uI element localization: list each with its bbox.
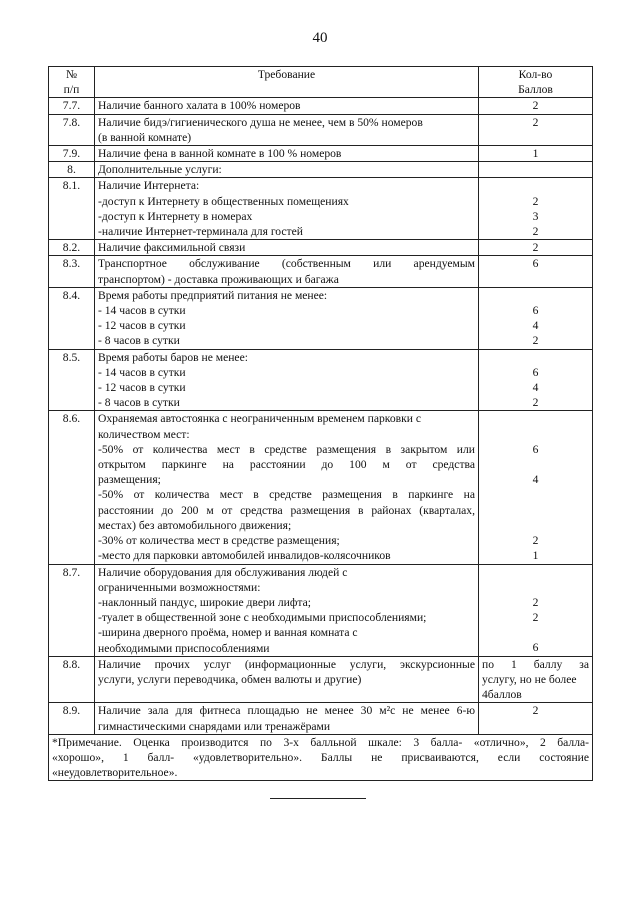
points-value	[482, 457, 589, 472]
points-value	[482, 719, 589, 734]
requirement-line: -место для парковки автомобилей инвалидов-колясочников	[98, 549, 391, 563]
points-value: 4	[532, 319, 539, 333]
points-value	[482, 427, 589, 442]
footer-rule	[270, 798, 366, 799]
points-value: 2	[532, 99, 539, 113]
points-value	[482, 178, 589, 193]
points-value	[482, 162, 589, 177]
row-points	[479, 178, 593, 240]
row-requirement	[95, 564, 479, 656]
points-value	[482, 288, 589, 303]
requirement-line: Наличие прочих услуг (информационные услуги, экскурсионные	[98, 657, 475, 671]
requirement-line: -доступ к Интернету в номерах	[98, 209, 253, 223]
points-text-line: 4баллов	[482, 688, 522, 702]
points-value: 4	[532, 381, 539, 395]
table-row	[49, 178, 593, 240]
note-cell	[49, 734, 593, 781]
header-number-line: №	[65, 68, 78, 81]
row-number: 7.8.	[49, 114, 95, 145]
points-value: 2	[532, 704, 539, 718]
requirement-line: - 8 часов в сутки	[98, 334, 180, 348]
requirement-line: -30% от количества мест в средстве размещения;	[98, 534, 340, 548]
points-value: 1	[532, 549, 539, 563]
header-points	[479, 67, 593, 98]
requirement-line: -доступ к Интернету в общественных помещениях	[98, 194, 349, 208]
requirement-line: транспортом) - доставка проживающих и багажа	[98, 272, 339, 286]
table-row	[49, 287, 593, 349]
note-line: «неудовлетворительное».	[52, 766, 178, 780]
requirements-table	[48, 66, 593, 781]
page-number: 40	[312, 30, 328, 46]
row-points	[479, 564, 593, 656]
requirement-line: расстоянии до 200 м от средства размещения в районах (кварталах,	[98, 503, 475, 517]
requirement-line: ограниченными возможностями:	[98, 580, 261, 594]
points-value: 2	[532, 194, 539, 208]
points-value: 2	[532, 334, 539, 348]
requirement-line: -наклонный пандус, широкие двери лифта;	[98, 595, 311, 609]
row-number: 8.6.	[49, 411, 95, 564]
requirement-line: (в ванной комнате)	[98, 130, 192, 144]
points-text-line: по 1 баллу за	[482, 657, 589, 671]
requirement-line: количеством мест:	[98, 427, 190, 441]
row-requirement	[95, 656, 479, 703]
points-value: 2	[532, 611, 539, 625]
requirement-line: открытом паркинге на расстоянии до 100 м от средства	[98, 458, 475, 472]
points-value	[482, 411, 589, 426]
header-points-line: Кол-во	[518, 68, 553, 81]
header-requirement-label: Требование	[257, 68, 316, 81]
requirement-line: размещения;	[98, 473, 161, 487]
points-value	[482, 565, 589, 580]
row-requirement	[95, 240, 479, 256]
points-value	[482, 350, 589, 365]
row-requirement	[95, 162, 479, 178]
requirement-line: Наличие фена в ванной комнате в 100 % номеров	[98, 147, 342, 161]
requirement-line: - 12 часов в сутки	[98, 381, 186, 395]
requirement-line: Наличие факсимильной связи	[98, 241, 246, 255]
requirement-line: - 14 часов в сутки	[98, 304, 186, 318]
requirement-line: Транспортное обслуживание (собственным или арендуемым	[98, 257, 475, 271]
table-row	[49, 240, 593, 256]
row-requirement	[95, 411, 479, 564]
points-value	[482, 487, 589, 502]
header-number-line: п/п	[63, 83, 80, 97]
row-requirement	[95, 349, 479, 411]
requirement-line: гимнастическими снарядами или тренажёрами	[98, 719, 331, 733]
requirement-line: - 12 часов в сутки	[98, 319, 186, 333]
row-number: 8.	[49, 162, 95, 178]
table-row	[49, 114, 593, 145]
points-value: 6	[532, 365, 539, 379]
row-points	[479, 162, 593, 178]
requirement-line: -50% от количества мест в средстве размещения в паркинге на	[98, 488, 475, 502]
row-requirement	[95, 287, 479, 349]
points-value: 2	[532, 115, 539, 129]
row-points	[479, 240, 593, 256]
points-value: 6	[532, 257, 539, 271]
table-header-row	[49, 67, 593, 98]
row-number: 8.8.	[49, 656, 95, 703]
requirement-line: -50% от количества мест в средстве размещения в закрытом или	[98, 442, 475, 456]
header-requirement	[95, 67, 479, 98]
requirement-line: - 14 часов в сутки	[98, 365, 186, 379]
row-requirement	[95, 178, 479, 240]
points-value: 2	[532, 534, 539, 547]
requirement-line: - 8 часов в сутки	[98, 396, 180, 410]
row-number: 8.5.	[49, 349, 95, 411]
points-value: 3	[532, 209, 539, 223]
requirement-line: -наличие Интернет-терминала для гостей	[98, 225, 303, 239]
table-row	[49, 162, 593, 178]
requirement-line: -туалет в общественной зоне с необходимыми приспособлениями;	[98, 611, 427, 625]
table-row	[49, 411, 593, 564]
row-points	[479, 256, 593, 287]
row-number: 8.9.	[49, 703, 95, 734]
requirement-line: Наличие оборудования для обслуживания людей с	[98, 565, 348, 579]
row-number: 8.1.	[49, 178, 95, 240]
requirement-line: Наличие бидэ/гигиенического душа не менее, чем в 50% номеров	[98, 115, 423, 129]
requirement-line: необходимыми приспособлениями	[98, 641, 270, 655]
row-number: 8.7.	[49, 564, 95, 656]
points-value: 2	[532, 225, 539, 239]
row-points	[479, 114, 593, 145]
points-value	[482, 503, 589, 518]
row-points	[479, 349, 593, 411]
row-points	[479, 411, 593, 564]
header-number	[49, 67, 95, 98]
table-row	[49, 256, 593, 287]
table-row	[49, 564, 593, 656]
points-value: 2	[532, 595, 539, 609]
requirement-line: местах) без автомобильного движения;	[98, 518, 292, 532]
row-points	[479, 98, 593, 114]
points-value: 6	[532, 641, 539, 655]
row-requirement	[95, 703, 479, 734]
row-points	[479, 656, 593, 703]
points-value	[482, 130, 589, 145]
row-number: 8.4.	[49, 287, 95, 349]
note-line: *Примечание. Оценка производится по 3-х балльной шкале: 3 балла- «отлично», 2 балла-	[52, 735, 589, 749]
note-line: «хорошо», 1 балл- «удовлетворительно». Баллы не присваиваются, если состояние	[52, 750, 589, 764]
row-number: 7.9.	[49, 146, 95, 162]
row-requirement	[95, 146, 479, 162]
requirement-line: Дополнительные услуги:	[98, 163, 222, 177]
requirement-line: Время работы предприятий питания не менее:	[98, 288, 328, 302]
header-points-line: Баллов	[518, 83, 553, 97]
note-row	[49, 734, 593, 781]
points-value: 6	[532, 304, 539, 318]
requirement-line: Охраняемая автостоянка с неограниченным временем парковки с	[98, 412, 421, 426]
points-value: 6	[532, 442, 539, 456]
row-points	[479, 287, 593, 349]
requirement-line: услуги, услуги переводчика, обмен валюты и другие)	[98, 672, 362, 686]
points-value	[482, 518, 589, 533]
requirement-line: Наличие Интернета:	[98, 179, 200, 193]
requirement-line: Наличие зала для фитнеса площадью не менее 30 м²с не менее 6-ю	[98, 704, 475, 718]
row-requirement	[95, 114, 479, 145]
row-number: 7.7.	[49, 98, 95, 114]
points-value: 4	[532, 473, 539, 487]
points-value: 2	[532, 396, 539, 410]
points-value	[482, 580, 589, 595]
points-value: 2	[532, 241, 539, 255]
table-row	[49, 703, 593, 734]
requirement-line: Наличие банного халата в 100% номеров	[98, 99, 301, 113]
row-requirement	[95, 98, 479, 114]
points-value: 1	[532, 147, 539, 161]
points-value	[482, 272, 589, 287]
row-points	[479, 703, 593, 734]
row-points	[479, 146, 593, 162]
table-row	[49, 146, 593, 162]
row-requirement	[95, 256, 479, 287]
points-text-line: услугу, но не более	[482, 672, 577, 686]
row-number: 8.3.	[49, 256, 95, 287]
table-row	[49, 656, 593, 703]
points-value	[482, 625, 589, 640]
requirement-line: Время работы баров не менее:	[98, 350, 248, 364]
row-number: 8.2.	[49, 240, 95, 256]
table-row	[49, 98, 593, 114]
requirement-line: -ширина дверного проёма, номер и ванная комната с	[98, 626, 358, 640]
table-row	[49, 349, 593, 411]
